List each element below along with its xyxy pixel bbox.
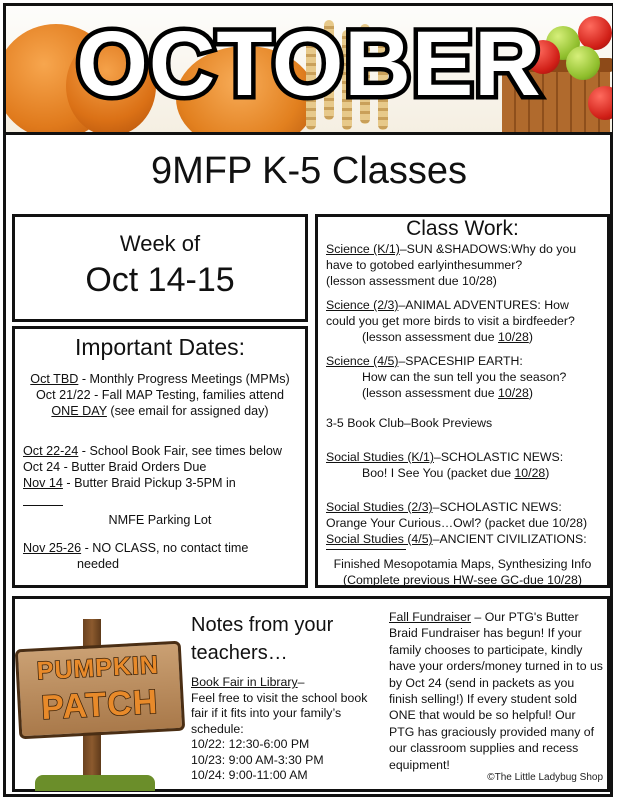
item-text: –SCHOLASTIC NEWS: [434,450,564,464]
class-work-panel [315,214,610,588]
notes-title [191,611,333,667]
week-panel [12,214,308,322]
date-item [15,512,305,528]
subject-label: Science (2/3) [326,298,399,312]
book-fair-note [191,675,371,784]
date-emphasis: ONE DAY [51,404,107,418]
fundraiser-heading: Fall Fundraiser [389,610,472,624]
date-item [15,556,305,572]
subject-label: Social Studies (4/5) [326,532,433,546]
date-text: - NO CLASS, no contact time [81,541,249,555]
book-fair-time: 10/22: 12:30-6:00 PM [191,737,310,751]
item-text: Finished Mesopotamia Maps, Synthesizing Info [333,557,592,571]
date-text: Oct 24 - Butter Braid Orders Due [23,460,207,474]
notes-title-line: teachers… [191,642,288,664]
sign-text: PUMPKIN [36,650,160,686]
date-item [15,443,305,459]
due-date: 10/28 [547,573,578,587]
book-fair-heading: Book Fair in Library [191,675,298,689]
date-item [15,371,305,387]
date-text: - Butter Braid Pickup 3-5PM in [62,476,236,490]
item-text: ) [528,386,533,400]
date-item [15,387,305,403]
class-work-item [326,415,599,431]
due-date: 10/28 [514,466,546,480]
item-text: –SCHOLASTIC NEWS: [432,500,562,514]
item-text: have to gotobed earlyinthesummer? [326,258,523,272]
page-title: 9MFP K-5 Classes [150,150,468,192]
item-text: –ANIMAL ADVENTURES: How [398,298,569,312]
fundraiser-note [389,609,603,773]
item-text: 3-5 Book Club–Book Previews [326,416,493,430]
item-text: (Complete previous HW-see GC-due [342,573,548,587]
notes-title-line: Notes from your [191,614,334,636]
subject-label: Science (K/1) [326,242,400,256]
important-dates-title: Important Dates: [74,334,246,360]
banner-title: OCTOBER [76,13,542,115]
item-text: (lesson assessment due [362,386,499,400]
book-fair-time: 10/24: 9:00-11:00 AM [191,768,308,782]
important-dates-panel [12,326,308,588]
item-text: (lesson assessment due 10/28) [326,274,497,288]
pumpkin-patch-sign [15,641,185,740]
divider [326,549,406,550]
class-work-item [326,499,599,531]
date-text: (see email for assigned day) [106,404,269,418]
due-date: 10/28 [498,386,529,400]
item-text: How can the sun tell you the season? [362,370,567,384]
book-fair-time: 10/23: 9:00 AM-3:30 PM [191,752,324,767]
date-label: Nov 14 [23,476,63,490]
date-text: NMFE Parking Lot [108,513,212,527]
subject-label: Science (4/5) [326,354,399,368]
subject-label: Social Studies (2/3) [326,500,433,514]
item-text: ) [528,330,533,344]
date-text: - School Book Fair, see times below [78,444,283,458]
class-work-item [326,353,599,401]
due-date: 10/28 [498,330,529,344]
date-item [15,475,305,491]
grass-illustration [35,775,155,791]
october-banner [6,6,612,135]
class-work-item [326,241,599,289]
credit-text: ©The Little Ladybug Shop [487,772,603,783]
item-text: ) [577,573,582,587]
class-work-item [326,297,599,345]
date-label: Oct TBD [30,372,79,386]
date-label: Nov 25-26 [23,541,82,555]
date-label: Oct 22-24 [23,444,79,458]
date-item [15,403,305,419]
date-text: needed [77,557,120,571]
date-text: - Monthly Progress Meetings (MPMs) [78,372,290,386]
item-text: Boo! I See You (packet due [362,466,515,480]
note-text: – [297,675,305,689]
subject-label: Social Studies (K/1) [326,450,434,464]
divider [23,505,63,506]
date-text: Oct 21/22 - Fall MAP Testing, families attend [35,388,285,402]
date-item [15,540,305,556]
class-work-title: Class Work: [406,217,519,240]
week-dates: Oct 14-15 [85,261,235,299]
item-text: (lesson assessment due [362,330,499,344]
date-item [15,459,305,475]
sign-text: PATCH [40,682,160,728]
item-text: could you get more birds to visit a birdfeeder? [326,314,575,328]
class-work-item [326,449,599,481]
fundraiser-body: – Our PTG's Butter Braid Fundraiser has begun! If your family chooses to participate, kindly have your orders/money turned in to us by Oct 24 (send in packets as you finish selling!) If every student sold ONE that would be so helpful! Our PTG has graciously provided many of our classroom supplies and recess equipment! [389,610,603,772]
notes-panel [12,596,610,792]
item-text: –SPACESHIP EARTH: [398,354,523,368]
item-text: –ANCIENT CIVILIZATIONS: [432,532,587,546]
class-work-item [326,531,599,588]
item-text: –SUN &SHADOWS:Why do you [399,242,577,256]
item-text: Orange Your Curious…Owl? (packet due 10/28) [326,516,588,530]
book-fair-body: Feel free to visit the school book fair if it fits into your family’s schedule: [191,690,368,736]
week-label: Week of [119,231,201,256]
item-text: ) [545,466,550,480]
